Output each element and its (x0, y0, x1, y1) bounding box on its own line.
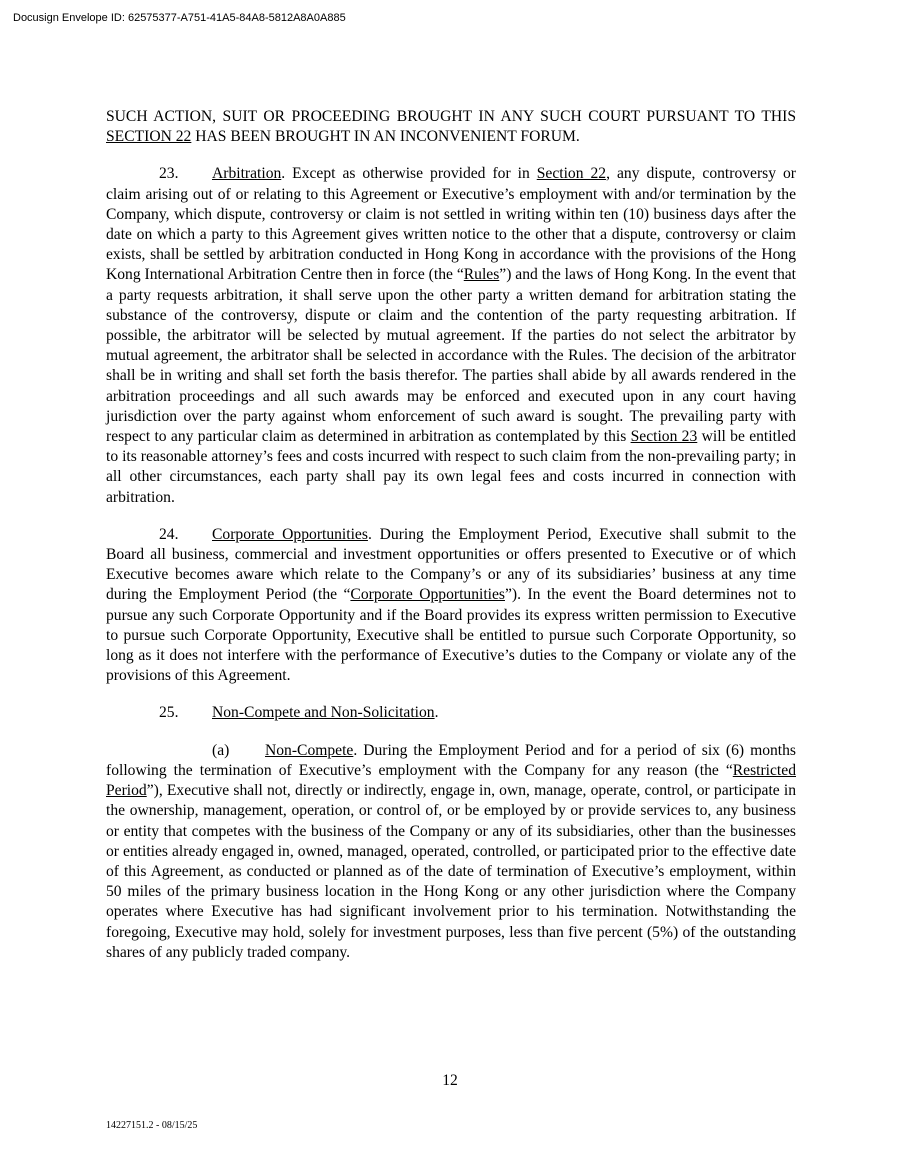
document-body (106, 107, 796, 963)
section-number: 25. (159, 704, 179, 722)
page-number: 12 (442, 1072, 458, 1089)
section-25a-non-compete: (a) Non-Compete. During the Employment Period and for a period of six (6) months following the termination of Executive’s employment with the Company for any reason (the “Restricted Period”), Executive shall not, directly or indirectly, engage in, own, manage, operate, control, or participate in the ownership, management, operation, or control of, or be employed by or provide services to, any business or entity that competes with the business of the Company or any of its subsidiaries, other than the businesses or entities already engaged in, owned, managed, operated, controlled, or participated prior to the effective date of this Agreement, as conducted or planned as of the date of termination of Executive’s employment, within 50 miles of the primary business location in the Hong Kong or any other jurisdiction where the Company operates where Executive has had significant involvement prior to his termination. Notwithstanding the foregoing, Executive may hold, solely for investment purposes, less than five percent (5%) of the outstanding shares of any publicly traded company. (106, 741, 796, 961)
section-22-reference: SECTION 22 (106, 128, 192, 146)
section-heading: Corporate Opportunities (212, 525, 368, 543)
subsection-number: (a) (212, 741, 230, 759)
intro-paragraph: SUCH ACTION, SUIT OR PROCEEDING BROUGHT IN ANY SUCH COURT PURSUANT TO THIS SECTION 22 HAS BEEN BROUGHT IN AN INCONVENIENT FORUM. (106, 108, 796, 146)
section-25-non-compete-heading: 25. Non-Compete and Non-Solicitation. (106, 703, 796, 723)
section-23-reference: Section 23 (630, 428, 698, 446)
section-23-arbitration: 23. Arbitration. Except as otherwise provided for in Section 22, any dispute, controversy or claim arising out of or relating to this Agreement or Executive’s employment with and/or termination by the Company, which dispute, controversy or claim is not settled in writing within ten (10) business days after the date on which a party to this Agreement gives written notice to the other that a dispute, controversy or claim exists, shall be settled by arbitration conducted in Hong Kong in accordance with the provisions of the Hong Kong International Arbitration Centre then in force (the “Rules”) and the laws of Hong Kong. In the event that a party requests arbitration, it shall serve upon the other party a written demand for arbitration stating the substance of the controversy, dispute or claim and the contention of the party requesting arbitration. If possible, the arbitrator will be selected by mutual agreement. If the parties do not select the arbitrator by mutual agreement, the arbitrator shall be selected in accordance with the Rules. The decision of the arbitrator shall be in writing and shall set forth the basis therefor. The parties shall abide by all awards rendered in the arbitration proceedings and all such awards may be enforced and executed upon in any court having jurisdiction over the party against whom enforcement of such award is sought. The prevailing party with respect to any particular claim as determined in arbitration as contemplated by this Section 23 will be entitled to its reasonable attorney’s fees and costs incurred with respect to such claim from the non-prevailing party; in all other circumstances, each party shall pay its own legal fees and costs incurred in connection with arbitration. (106, 165, 796, 506)
section-22-reference: Section 22 (536, 165, 607, 183)
section-24-corporate-opportunities: 24. Corporate Opportunities. During the Employment Period, Executive shall submit to the Board all business, commercial and investment opportunities or offers presented to Executive or of which Executive becomes aware which relate to the Company’s or any of its subsidiaries’ business at any time during the Employment Period (the “Corporate Opportunities”). In the event the Board determines not to pursue any such Corporate Opportunity and if the Board provides its express written permission to Executive to pursue such Corporate Opportunity, Executive shall be entitled to pursue such Corporate Opportunity, so long as it does not interfere with the performance of Executive’s duties to the Company or violate any of the provisions of this Agreement. (106, 525, 796, 685)
defined-term-restricted-period: Restricted Period (106, 761, 796, 800)
defined-term-corporate-opportunities: Corporate Opportunities (350, 586, 505, 604)
docusign-envelope-id: Docusign Envelope ID: 62575377-A751-41A5-84A8-5812A8A0A885 (13, 12, 346, 24)
defined-term-rules: Rules (463, 266, 500, 284)
section-heading: Arbitration (212, 165, 282, 183)
section-number: 23. (159, 165, 179, 183)
section-heading: Non-Compete and Non-Solicitation (212, 704, 435, 722)
subsection-heading: Non-Compete (265, 741, 354, 759)
section-number: 24. (159, 525, 179, 543)
document-code: 14227151.2 - 08/15/25 (106, 1120, 198, 1131)
